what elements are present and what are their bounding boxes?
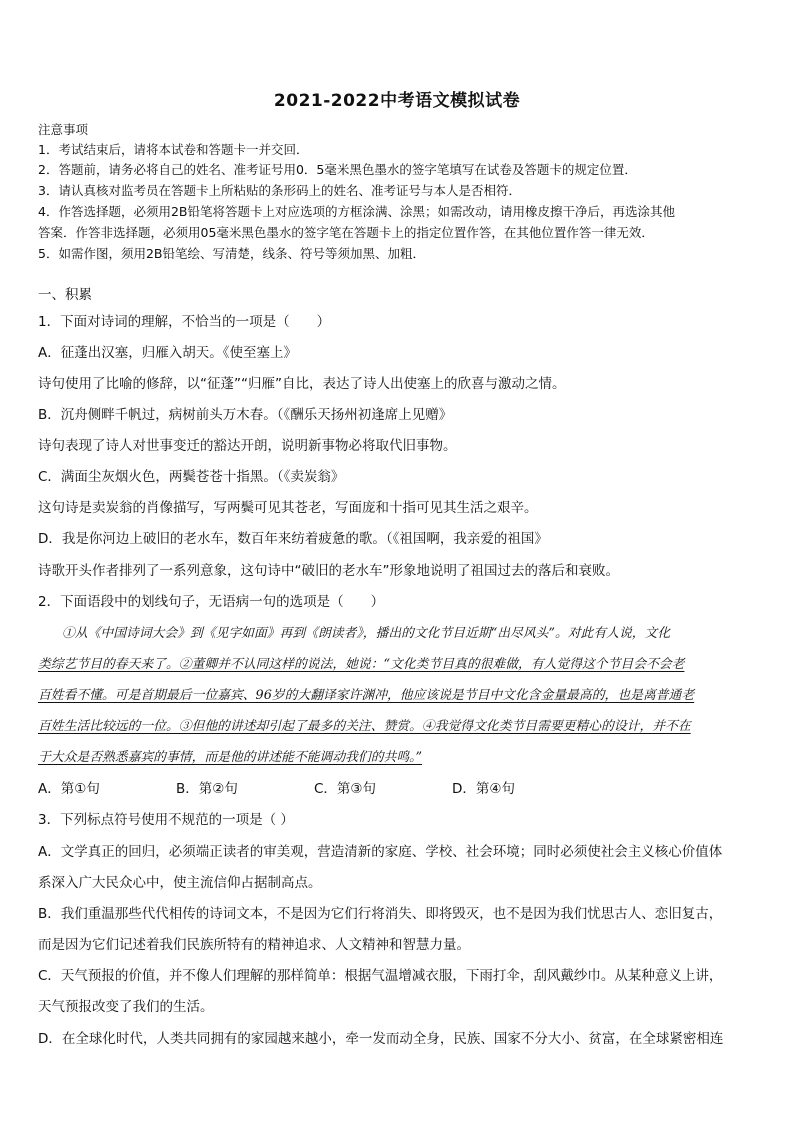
q2-option-b[interactable]: B．第②句 xyxy=(176,781,238,797)
notice-item: 4．作答选择题，必须用2B铅笔将答题卡上对应选项的方框涂满、涂黑；如需改动，请用橡皮擦干净后，再选涂其他 xyxy=(38,204,675,219)
q2-option-d[interactable]: D．第④句 xyxy=(452,781,515,797)
q3-line: A．文学真正的回归，必须端正读者的审美观，营造清新的家庭、学校、社会环境；同时必须使社会主义核心价值体 xyxy=(38,844,723,860)
q1-line: C．满面尘灰烟火色，两鬓苍苍十指黑。（《卖炭翁》 xyxy=(38,469,345,485)
q3-line: B．我们重温那些代代相传的诗词文本，不是因为它们行将消失、即将毁灭，也不是因为我们忧思古人、恋旧复古， xyxy=(38,906,723,922)
q1-line: D．我是你河边上破旧的老水车，数百年来纺着疲惫的歌。（《祖国啊，我亲爱的祖国》 xyxy=(38,531,548,547)
q2-passage-line: 百姓看不懂。可是首期最后一位嘉宾、96岁的大翻译家许渊冲，他应该说是节目中文化含金量最高的，也是离普通老 xyxy=(38,688,695,703)
q2-passage-line: 百姓生活比较远的一位。③但他的讲述却引起了最多的关注、赞赏。④我觉得文化类节目需要更精心的设计，并不在 xyxy=(38,719,691,734)
q1-line: 诗歌开头作者排列了一系列意象，这句诗中“破旧的老水车”形象地说明了祖国过去的落后和衰败。 xyxy=(38,563,619,579)
q1-line: 这句诗是卖炭翁的肖像描写，写两鬓可见其苍老，写面庞和十指可见其生活之艰辛。 xyxy=(38,500,538,516)
q2-passage-line: 于大众是否熟悉嘉宾的事情，而是他的讲述能不能调动我们的共鸣。” xyxy=(38,750,423,765)
notice-item: 1．考试结束后，请将本试卷和答题卡一并交回． xyxy=(38,142,309,157)
q1-line: B．沉舟侧畔千帆过，病树前头万木春。（《酬乐天扬州初逢席上见赠》 xyxy=(38,407,453,423)
q3-line: C．天气预报的价值，并不像人们理解的那样简单：根据气温增减衣服，下雨打伞，刮风戴纱巾。从某种意义上讲， xyxy=(38,968,723,984)
notice-item: 答案．作答非选择题，必须用05毫米黑色墨水的签字笔在答题卡上的指定位置作答，在其他位置作答一律无效． xyxy=(38,225,654,240)
q2-options xyxy=(38,779,590,799)
q1-line: 诗句表现了诗人对世事变迁的豁达开朗，说明新事物必将取代旧事物。 xyxy=(38,438,457,454)
q3-line: D．在全球化时代，人类共同拥有的家园越来越小，牵一发而动全身，民族、国家不分大小、贫富，在全球紧密相连 xyxy=(38,1031,724,1047)
q1-line: A．征蓬出汉塞，归雁入胡天。《使至塞上》 xyxy=(38,345,297,361)
q1-line: 诗句使用了比喻的修辞，以“征蓬”“归雁”自比，表达了诗人出使塞上的欣喜与激动之情。 xyxy=(38,376,566,392)
q2-passage-line: 类综艺节目的春天来了。②董卿并不认同这样的说法，她说：“文化类节目真的很难做，有人觉得这个节目会不会老 xyxy=(38,657,685,672)
notice-heading: 注意事项 xyxy=(38,122,89,137)
q3-stem: 3．下列标点符号使用不规范的一项是（ ） xyxy=(38,812,294,828)
q2-passage-line: ①从《中国诗词大会》到《见字如面》再到《朗读者》，播出的文化节目近期“出尽风头”。对此有人说，文化 xyxy=(62,626,671,641)
notice-item: 5．如需作图，须用2B铅笔绘、写清楚，线条、符号等须加黑、加粗． xyxy=(38,246,425,261)
q2-option-c[interactable]: C．第③句 xyxy=(314,781,377,797)
section-heading: 一、积累 xyxy=(38,287,92,303)
notice-item: 2．答题前，请务必将自己的姓名、准考证号用0．5毫米黑色墨水的签字笔填写在试卷及答题卡的规定位置． xyxy=(38,162,637,177)
q3-line: 天气预报改变了我们的生活。 xyxy=(38,999,214,1015)
q3-line: 而是因为它们记述着我们民族所特有的精神追求、人文精神和智慧力量。 xyxy=(38,937,470,953)
page-title: 2021-2022中考语文模拟试卷 xyxy=(273,91,521,111)
q3-line: 系深入广大民众心中，使主流信仰占据制高点。 xyxy=(38,875,322,891)
q1-stem: 1．下面对诗词的理解，不恰当的一项是（ ） xyxy=(38,314,331,330)
q2-option-a[interactable]: A．第①句 xyxy=(38,781,100,797)
q2-stem: 2．下面语段中的划线句子，无语病一句的选项是（ ） xyxy=(38,594,385,610)
notice-item: 3．请认真核对监考员在答题卡上所粘贴的条形码上的姓名、准考证号与本人是否相符． xyxy=(38,183,521,198)
